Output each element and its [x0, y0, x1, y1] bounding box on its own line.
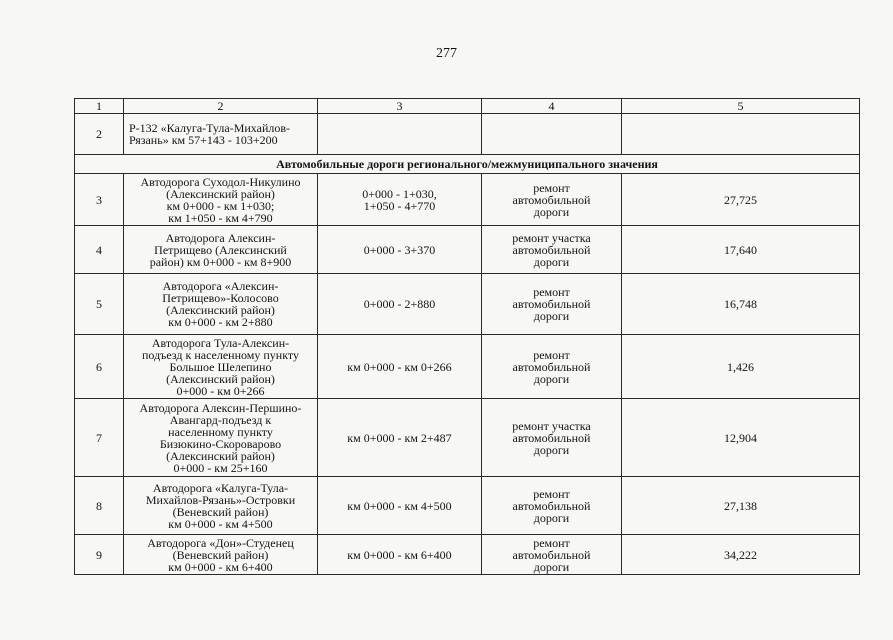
table-row	[75, 399, 860, 477]
km-range: км 0+000 - км 2+487	[318, 399, 482, 477]
road-name: Автодорога Алексин-Першино- Авангард-подъезд к населенному пункту Бизюкино-Скороварово (Алексинский район) 0+000 - км 25+160	[124, 399, 318, 477]
header-cell: 4	[482, 99, 622, 114]
work-type: ремонт автомобильной дороги	[482, 174, 622, 226]
amount: 12,904	[622, 399, 860, 477]
km-range: км 0+000 - км 0+266	[318, 335, 482, 399]
road-name: Автодорога «Калуга-Тула- Михайлов-Рязань»-Островки (Веневский район) км 0+000 - км 4+500	[124, 477, 318, 535]
km-range: 0+000 - 2+880	[318, 274, 482, 335]
section-row	[75, 155, 860, 174]
table-row	[75, 335, 860, 399]
work-type: ремонт участка автомобильной дороги	[482, 226, 622, 274]
amount: 16,748	[622, 274, 860, 335]
table-row	[75, 174, 860, 226]
header-cell: 1	[75, 99, 124, 114]
road-name: Автодорога «Алексин- Петрищево»-Колосово (Алексинский район) км 0+000 - км 2+880	[124, 274, 318, 335]
road-name: Автодорога Суходол-Никулино (Алексинский район) км 0+000 - км 1+030; км 1+050 - км 4+790	[124, 174, 318, 226]
table-row	[75, 114, 860, 155]
row-number: 3	[75, 174, 124, 226]
row-number: 4	[75, 226, 124, 274]
table-row	[75, 274, 860, 335]
section-title: Автомобильные дороги регионального/межмуниципального значения	[75, 155, 860, 174]
work-type: ремонт автомобильной дороги	[482, 335, 622, 399]
header-cell: 3	[318, 99, 482, 114]
road-name: Автодорога Тула-Алексин- подъезд к населенному пункту Большое Шелепино (Алексинский район) 0+000 - км 0+266	[124, 335, 318, 399]
road-name: Р-132 «Калуга-Тула-Михайлов- Рязань» км 57+143 - 103+200	[124, 114, 318, 155]
work-type: ремонт автомобильной дороги	[482, 274, 622, 335]
km-range	[318, 114, 482, 155]
work-type: ремонт автомобильной дороги	[482, 477, 622, 535]
work-type: ремонт участка автомобильной дороги	[482, 399, 622, 477]
amount: 27,725	[622, 174, 860, 226]
table-row	[75, 535, 860, 575]
row-number: 2	[75, 114, 124, 155]
km-range: 0+000 - 1+030, 1+050 - 4+770	[318, 174, 482, 226]
row-number: 9	[75, 535, 124, 575]
amount: 1,426	[622, 335, 860, 399]
row-number: 8	[75, 477, 124, 535]
km-range: км 0+000 - км 6+400	[318, 535, 482, 575]
header-cell: 2	[124, 99, 318, 114]
road-repair-table	[74, 98, 860, 575]
row-number: 6	[75, 335, 124, 399]
row-number: 5	[75, 274, 124, 335]
table-header-row	[75, 99, 860, 114]
km-range: 0+000 - 3+370	[318, 226, 482, 274]
work-type	[482, 114, 622, 155]
work-type: ремонт автомобильной дороги	[482, 535, 622, 575]
amount: 17,640	[622, 226, 860, 274]
page-number: 277	[436, 46, 457, 61]
amount: 27,138	[622, 477, 860, 535]
amount	[622, 114, 860, 155]
km-range: км 0+000 - км 4+500	[318, 477, 482, 535]
table-row	[75, 477, 860, 535]
header-cell: 5	[622, 99, 860, 114]
road-name: Автодорога «Дон»-Студенец (Веневский район) км 0+000 - км 6+400	[124, 535, 318, 575]
road-name: Автодорога Алексин- Петрищево (Алексинский район) км 0+000 - км 8+900	[124, 226, 318, 274]
row-number: 7	[75, 399, 124, 477]
table-row	[75, 226, 860, 274]
amount: 34,222	[622, 535, 860, 575]
